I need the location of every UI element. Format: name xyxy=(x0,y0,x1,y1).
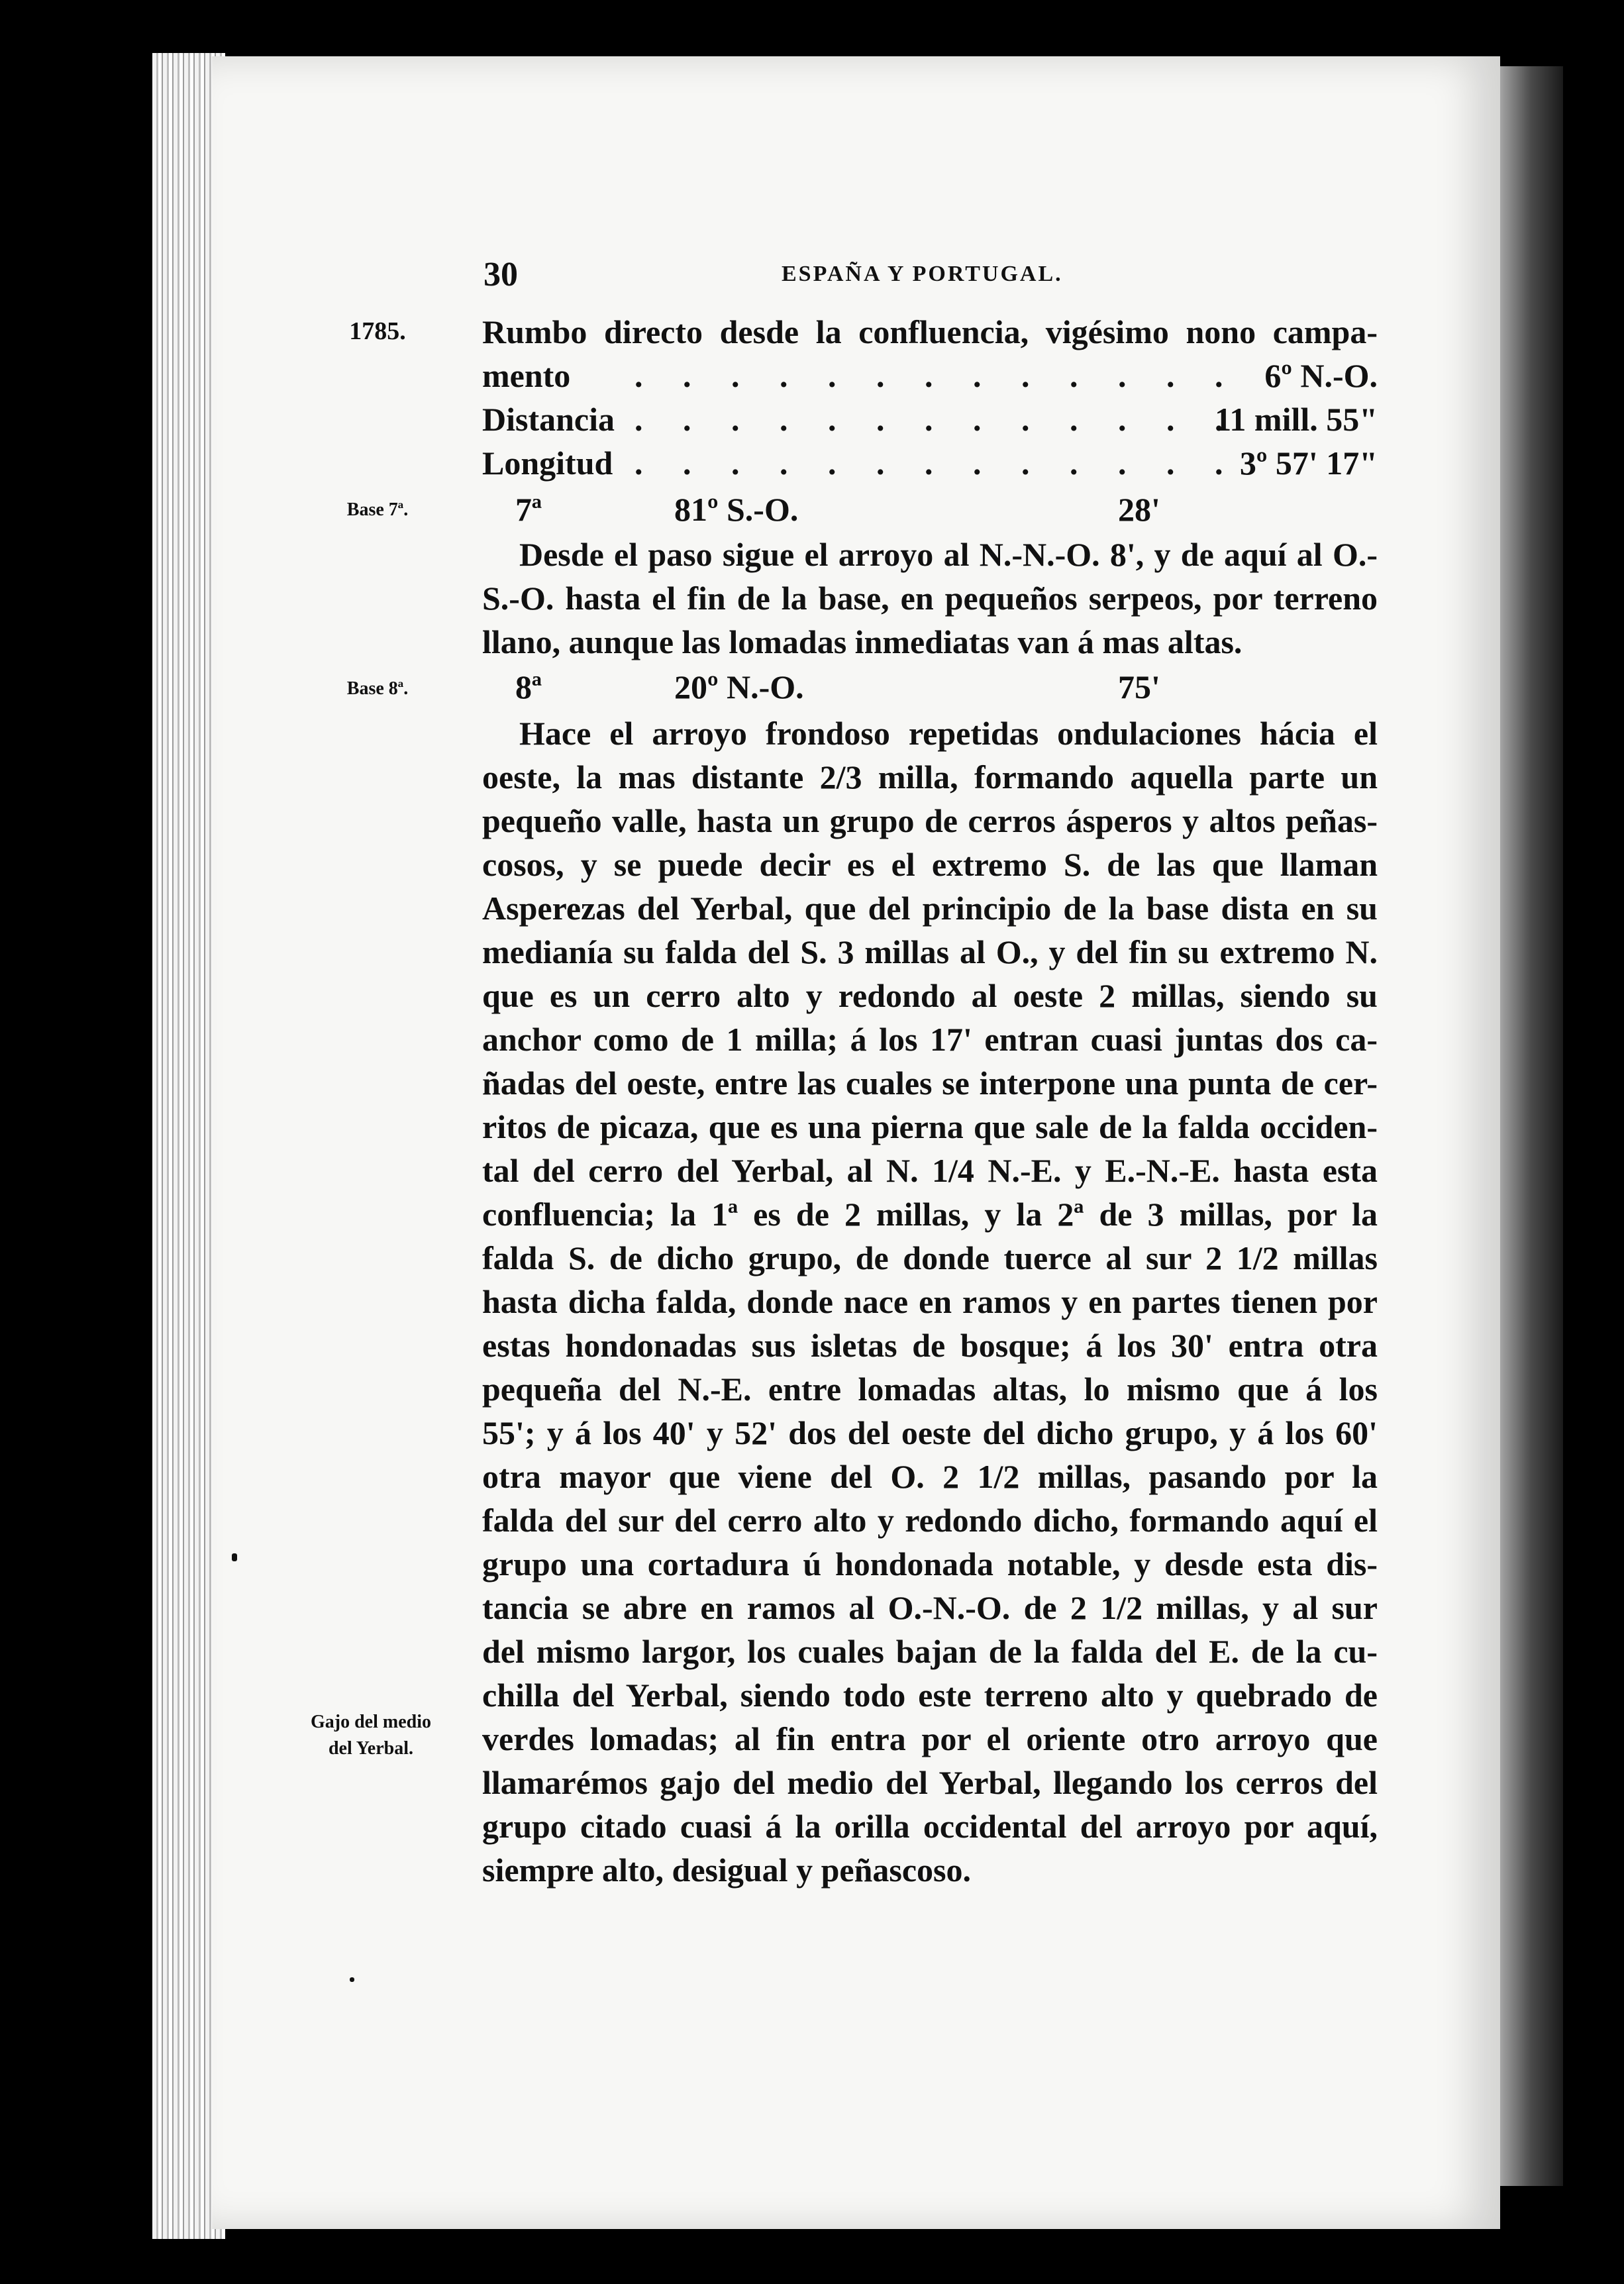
paragraph-2-line: falda S. de dicho grupo, de donde tuerce al sur 2 1/2 millas xyxy=(482,1239,1378,1276)
base-number: 8ª xyxy=(515,668,542,705)
leader-dots: . . . . . . . . . . . . . xyxy=(634,401,1239,438)
margin-note-base-8: Base 8ª. xyxy=(346,678,409,699)
page-header xyxy=(483,255,1378,295)
text-line-rumbo: Rumbo directo desde la confluencia, vigésimo nono campa- xyxy=(482,313,1378,350)
paragraph-2-line: ñadas del oeste, entre las cuales se interpone una punta de cer- xyxy=(482,1064,1378,1102)
leader-dots: . . . . . . . . . . . . . xyxy=(634,444,1239,482)
paragraph-2-line: hasta dicha falda, donde nace en ramos y en partes tienen por xyxy=(482,1283,1378,1320)
paragraph-2-line: llamarémos gajo del medio del Yerbal, llegando los cerros del xyxy=(482,1764,1378,1801)
paragraph-2-line: chilla del Yerbal, siendo todo este terreno alto y quebrado de xyxy=(482,1677,1378,1714)
paragraph-2-line: estas hondonadas sus isletas de bosque; á los 30' entra otra xyxy=(482,1327,1378,1364)
paragraph-2-line: pequeño valle, hasta un grupo de cerros ásperos y altos peñas- xyxy=(482,802,1378,839)
leader-label: Distancia xyxy=(482,401,615,438)
base-8-row xyxy=(482,665,1378,709)
ink-speck xyxy=(232,1553,237,1561)
paragraph-2-line: del mismo largor, los cuales bajan de la falda del E. de la cu- xyxy=(482,1633,1378,1670)
paragraph-2-line: oeste, la mas distante 2/3 milla, formando aquella parte un xyxy=(482,758,1378,796)
paragraph-2-line: siempre alto, desigual y peñascoso. xyxy=(482,1851,971,1889)
ink-speck xyxy=(350,1977,354,1982)
leader-value: 6º N.-O. xyxy=(1264,357,1378,394)
base-direction: 81º S.-O. xyxy=(674,491,799,528)
leader-label: mento xyxy=(482,357,571,394)
running-title: ESPAÑA Y PORTUGAL. xyxy=(782,262,1063,286)
leader-row-mento xyxy=(482,354,1378,397)
paragraph-1-line: S.-O. hasta el fin de la base, en pequeños serpeos, por terreno xyxy=(482,580,1378,617)
leader-row-longitud xyxy=(482,441,1378,485)
base-distance: 75' xyxy=(1118,668,1160,705)
paragraph-2-line: medianía su falda del S. 3 millas al O., y del fin su extremo N. xyxy=(482,933,1378,970)
paragraph-2-line: confluencia; la 1ª es de 2 millas, y la 2ª de 3 millas, por la xyxy=(482,1196,1378,1233)
base-number: 7ª xyxy=(515,491,542,528)
base-7-row xyxy=(482,488,1378,531)
base-distance: 28' xyxy=(1118,491,1160,528)
leader-value: 11 mill. 55" xyxy=(1215,401,1378,438)
paragraph-2-line: tancia se abre en ramos al O.-N.-O. de 2 1/2 millas, y al sur xyxy=(482,1589,1378,1626)
paragraph-2-line: Hace el arroyo frondoso repetidas ondulaciones hácia el xyxy=(519,715,1378,752)
paragraph-2-line: anchor como de 1 milla; á los 17' entran cuasi juntas dos ca- xyxy=(482,1021,1378,1058)
paragraph-2-line: cosos, y se puede decir es el extremo S. de las que llaman xyxy=(482,846,1378,883)
leader-label: Longitud xyxy=(482,444,613,482)
paragraph-2-line: verdes lomadas; al fin entra por el oriente otro arroyo que xyxy=(482,1720,1378,1757)
paragraph-2-line: otra mayor que viene del O. 2 1/2 millas, pasando por la xyxy=(482,1458,1378,1495)
paragraph-2-line: grupo citado cuasi á la orilla occidental del arroyo por aquí, xyxy=(482,1808,1378,1845)
margin-note-gajo xyxy=(285,1709,457,1762)
base-direction: 20º N.-O. xyxy=(674,668,804,705)
paragraph-2-line: pequeña del N.-E. entre lomadas altas, lo mismo que á los xyxy=(482,1371,1378,1408)
margin-note-gajo-line1: Gajo del medio xyxy=(311,1712,431,1732)
leader-row-distancia xyxy=(482,397,1378,441)
leader-value: 3º 57' 17" xyxy=(1239,444,1378,482)
page-number: 30 xyxy=(483,256,518,293)
paragraph-2-line: ritos de picaza, que es una pierna que sale de la falda occiden- xyxy=(482,1108,1378,1145)
margin-note-year: 1785. xyxy=(349,317,406,345)
paragraph-2-line: 55'; y á los 40' y 52' dos del oeste del dicho grupo, y á los 60' xyxy=(482,1414,1378,1451)
paragraph-2-line: que es un cerro alto y redondo al oeste 2 millas, siendo su xyxy=(482,977,1378,1014)
paragraph-2-line: grupo una cortadura ú hondonada notable, y desde esta dis- xyxy=(482,1545,1378,1583)
paragraph-2-line: falda del sur del cerro alto y redondo dicho, formando aquí el xyxy=(482,1502,1378,1539)
paragraph-1-line: Desde el paso sigue el arroyo al N.-N.-O. 8', y de aquí al O.- xyxy=(519,536,1378,573)
paragraph-2-line: tal del cerro del Yerbal, al N. 1/4 N.-E. y E.-N.-E. hasta esta xyxy=(482,1152,1378,1189)
leader-dots: . . . . . . . . . . . . . xyxy=(634,357,1239,394)
margin-note-base-7: Base 7ª. xyxy=(346,499,409,520)
margin-note-gajo-line2: del Yerbal. xyxy=(328,1738,414,1759)
paragraph-2-line: Asperezas del Yerbal, que del principio de la base dista en su xyxy=(482,890,1378,927)
paragraph-1-line: llano, aunque las lomadas inmediatas van á mas altas. xyxy=(482,623,1243,660)
